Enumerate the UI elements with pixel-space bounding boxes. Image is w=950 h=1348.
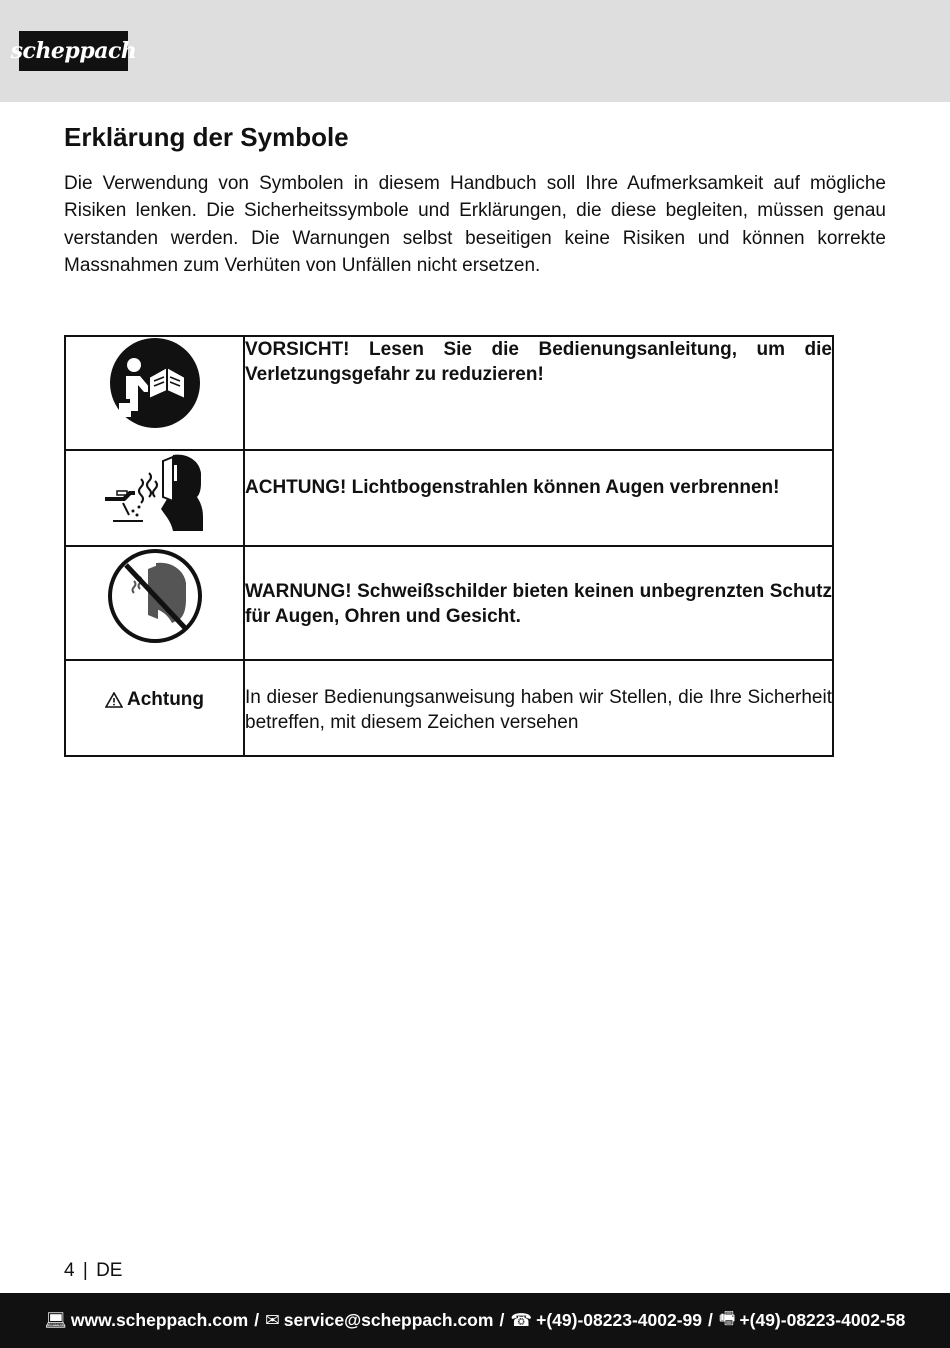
table-row [65, 336, 833, 450]
warning-triangle-icon [105, 692, 123, 708]
fax-number: +(49)-08223-4002-58 [739, 1310, 906, 1330]
symbols-table [64, 335, 834, 757]
mail-icon: ✉︎ [265, 1310, 280, 1330]
symbol-description: In dieser Bedienungsanweisung haben wir Stellen, die Ihre Sicherheit betreffen, mit diesem Zeichen versehen [244, 660, 833, 756]
symbol-cell [65, 336, 244, 450]
phone-icon: ☎︎ [510, 1310, 533, 1330]
footer-separator: / [499, 1310, 505, 1330]
page-number-value: 4 [64, 1260, 75, 1281]
symbol-cell [65, 450, 244, 546]
header-bar [0, 0, 950, 102]
fax-icon: 🖷︎ [718, 1307, 736, 1328]
page-number [64, 1260, 122, 1282]
achtung-text: Achtung [126, 689, 205, 710]
website-link[interactable]: www.scheppach.com [70, 1310, 249, 1330]
symbol-cell [65, 660, 244, 756]
symbol-description: VORSICHT! Lesen Sie die Bedienungsanleitung, um die Verletzungsgefahr zu reduzieren! [244, 336, 833, 450]
language-code: DE [96, 1260, 123, 1281]
achtung-label [105, 689, 204, 711]
footer-separator: / [254, 1310, 260, 1330]
footer-bar [0, 1293, 950, 1348]
table-row [65, 546, 833, 660]
symbol-description: ACHTUNG! Lichtbogenstrahlen können Augen verbrennen! [244, 450, 833, 546]
read-manual-icon [109, 337, 201, 429]
symbol-cell [65, 546, 244, 660]
scheppach-logo: scheppach [19, 31, 128, 71]
page-title: Erklärung der Symbole [64, 122, 349, 152]
table-row [65, 660, 833, 756]
intro-paragraph: Die Verwendung von Symbolen in diesem Handbuch soll Ihre Aufmerksamkeit auf mögliche Risiken lenken. Die Sicherheitssymbole und Erklärungen, die diese begleiten, müssen genau verstanden werden. Die Warnungen selbst beseitigen keine Risiken und können korrekte Massnahmen zum Verhüten von Unfällen nicht ersetzen. [64, 173, 886, 276]
email-link[interactable]: service@scheppach.com [283, 1310, 494, 1330]
computer-icon: 💻︎ [44, 1310, 67, 1330]
phone-number: +(49)-08223-4002-99 [536, 1310, 703, 1330]
table-row [65, 450, 833, 546]
page-divider: | [82, 1260, 88, 1281]
arc-rays-eye-burn-icon [103, 451, 207, 533]
symbol-description: WARNUNG! Schweißschilder bieten keinen unbegrenzten Schutz für Augen, Ohren und Gesicht. [244, 546, 833, 660]
footer-separator: / [708, 1310, 713, 1330]
no-welding-shield-protection-icon [106, 547, 204, 645]
